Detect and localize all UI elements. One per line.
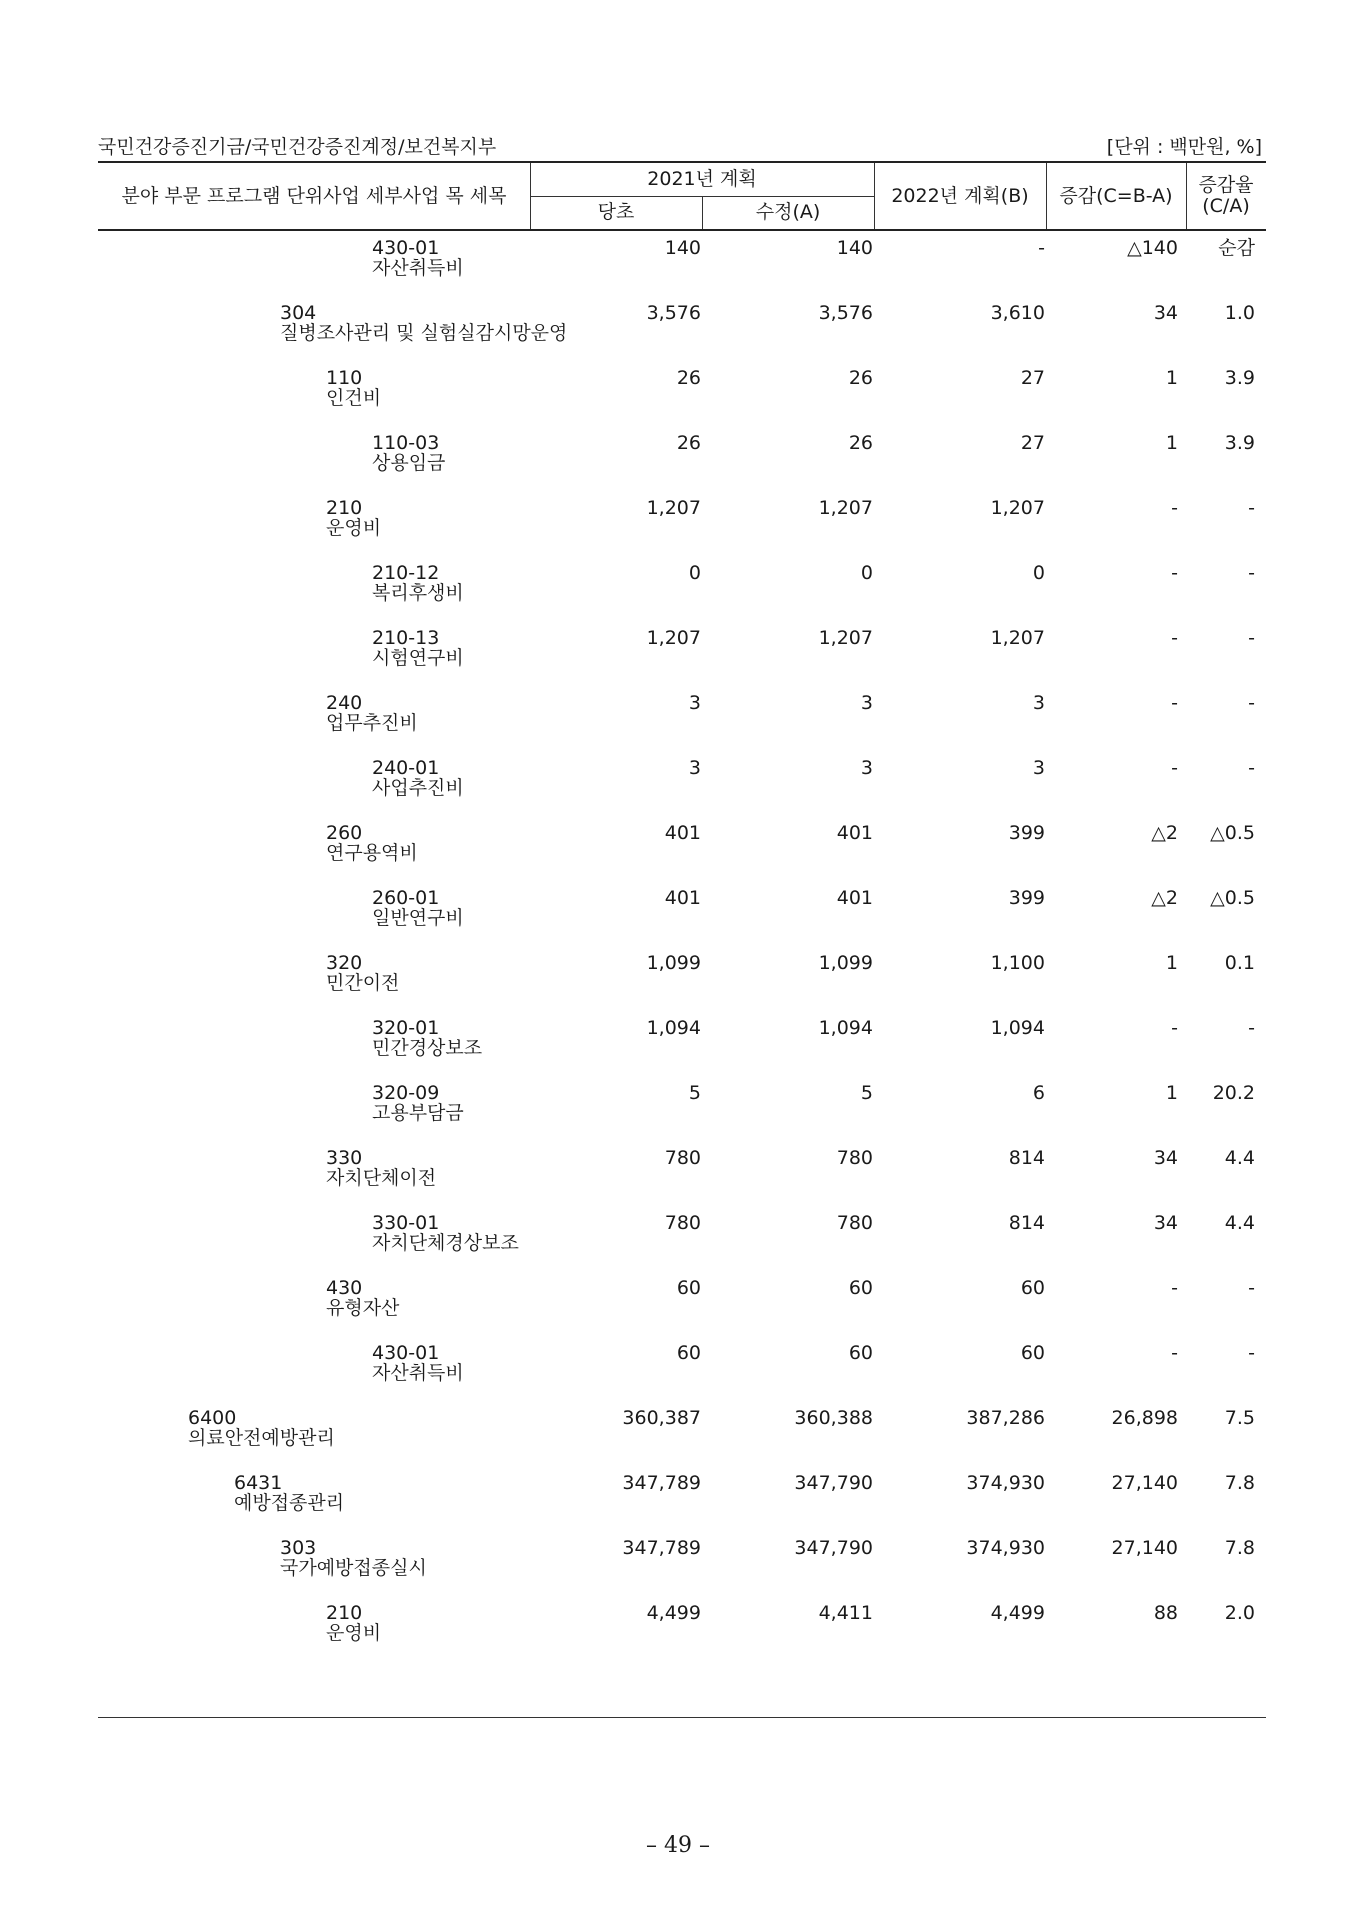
cell-plan-2022: 399 bbox=[1008, 887, 1045, 909]
table-header bbox=[98, 161, 1266, 231]
cell-initial: 347,789 bbox=[622, 1537, 701, 1559]
cell-revised: 780 bbox=[836, 1212, 873, 1234]
row-code: 240-01 bbox=[372, 757, 440, 779]
table-row bbox=[98, 1463, 1266, 1523]
cell-rate: 7.8 bbox=[1224, 1472, 1255, 1494]
row-code: 430-01 bbox=[372, 237, 440, 259]
cell-rate: 3.9 bbox=[1224, 432, 1255, 454]
cell-initial: 780 bbox=[664, 1212, 701, 1234]
cell-change: - bbox=[1171, 1017, 1178, 1039]
row-code: 110 bbox=[326, 367, 363, 389]
cell-rate: 20.2 bbox=[1212, 1082, 1255, 1104]
cell-rate: △0.5 bbox=[1210, 822, 1255, 844]
row-name: 자산취득비 bbox=[372, 257, 464, 279]
cell-revised: 347,790 bbox=[794, 1472, 873, 1494]
row-code: 210-12 bbox=[372, 562, 440, 584]
table-row bbox=[98, 228, 1266, 288]
cell-plan-2022: 1,207 bbox=[990, 627, 1045, 649]
cell-revised: 347,790 bbox=[794, 1537, 873, 1559]
cell-change: 34 bbox=[1153, 302, 1178, 324]
table-row bbox=[98, 1398, 1266, 1458]
cell-change: - bbox=[1171, 627, 1178, 649]
cell-rate: 순감 bbox=[1218, 237, 1255, 259]
cell-plan-2022: 1,094 bbox=[990, 1017, 1045, 1039]
row-code: 260 bbox=[326, 822, 363, 844]
cell-rate: 1.0 bbox=[1224, 302, 1255, 324]
cell-change: - bbox=[1171, 562, 1178, 584]
cell-revised: 140 bbox=[836, 237, 873, 259]
cell-plan-2022: 3 bbox=[1032, 692, 1045, 714]
row-code: 260-01 bbox=[372, 887, 440, 909]
cell-plan-2022: 6 bbox=[1032, 1082, 1045, 1104]
cell-plan-2022: 814 bbox=[1008, 1147, 1045, 1169]
cell-initial: 401 bbox=[664, 887, 701, 909]
cell-initial: 60 bbox=[676, 1277, 701, 1299]
row-name: 일반연구비 bbox=[372, 907, 464, 929]
cell-revised: 5 bbox=[860, 1082, 873, 1104]
header-initial: 당초 bbox=[597, 201, 635, 224]
row-name: 질병조사관리 및 실험실감시망운영 bbox=[280, 322, 568, 344]
cell-initial: 401 bbox=[664, 822, 701, 844]
header-rate bbox=[1186, 163, 1266, 229]
row-name: 자치단체이전 bbox=[326, 1167, 437, 1189]
cell-revised: 1,094 bbox=[818, 1017, 873, 1039]
row-name: 시험연구비 bbox=[372, 647, 464, 669]
header-revised: 수정(A) bbox=[755, 201, 821, 224]
cell-initial: 26 bbox=[676, 367, 701, 389]
table-row bbox=[98, 423, 1266, 483]
cell-change: 27,140 bbox=[1111, 1537, 1178, 1559]
cell-revised: 1,207 bbox=[818, 627, 873, 649]
cell-revised: 401 bbox=[836, 822, 873, 844]
table-row bbox=[98, 1333, 1266, 1393]
row-code: 240 bbox=[326, 692, 363, 714]
cell-initial: 60 bbox=[676, 1342, 701, 1364]
cell-change: 1 bbox=[1165, 1082, 1178, 1104]
table-row bbox=[98, 683, 1266, 743]
row-code: 320-09 bbox=[372, 1082, 440, 1104]
cell-change: - bbox=[1171, 692, 1178, 714]
cell-plan-2022: 0 bbox=[1032, 562, 1045, 584]
cell-revised: 60 bbox=[848, 1277, 873, 1299]
cell-change: 34 bbox=[1153, 1212, 1178, 1234]
page-number: – 49 – bbox=[646, 1833, 710, 1858]
cell-change: △140 bbox=[1127, 237, 1178, 259]
cell-plan-2022: 60 bbox=[1020, 1277, 1045, 1299]
table-row bbox=[98, 1138, 1266, 1198]
table-row bbox=[98, 1528, 1266, 1588]
cell-plan-2022: 3,610 bbox=[990, 302, 1045, 324]
cell-initial: 3 bbox=[688, 692, 701, 714]
header-category: 분야 부문 프로그램 단위사업 세부사업 목 세목 bbox=[121, 184, 507, 207]
cell-change: 1 bbox=[1165, 367, 1178, 389]
cell-initial: 1,099 bbox=[646, 952, 701, 974]
row-code: 330-01 bbox=[372, 1212, 440, 1234]
table-row bbox=[98, 293, 1266, 353]
cell-rate: - bbox=[1248, 1277, 1255, 1299]
cell-initial: 1,207 bbox=[646, 627, 701, 649]
cell-revised: 3 bbox=[860, 757, 873, 779]
page-header bbox=[98, 130, 1266, 160]
cell-change: - bbox=[1171, 1342, 1178, 1364]
cell-initial: 780 bbox=[664, 1147, 701, 1169]
cell-initial: 3 bbox=[688, 757, 701, 779]
cell-initial: 140 bbox=[664, 237, 701, 259]
row-name: 의료안전예방관리 bbox=[188, 1427, 335, 1449]
cell-rate: - bbox=[1248, 562, 1255, 584]
row-code: 6400 bbox=[188, 1407, 237, 1429]
cell-revised: 401 bbox=[836, 887, 873, 909]
row-code: 6431 bbox=[234, 1472, 283, 1494]
cell-plan-2022: 3 bbox=[1032, 757, 1045, 779]
table-row bbox=[98, 488, 1266, 548]
cell-revised: 4,411 bbox=[818, 1602, 873, 1624]
table-row bbox=[98, 358, 1266, 418]
cell-rate: - bbox=[1248, 1342, 1255, 1364]
header-rate-line1: 증감율 bbox=[1198, 174, 1254, 197]
row-name: 예방접종관리 bbox=[234, 1492, 345, 1514]
cell-initial: 4,499 bbox=[646, 1602, 701, 1624]
row-code: 210 bbox=[326, 1602, 363, 1624]
row-code: 303 bbox=[280, 1537, 317, 1559]
document-title: 국민건강증진기금/국민건강증진계정/보건복지부 bbox=[98, 136, 497, 158]
header-rate-line2: (C/A) bbox=[1202, 195, 1250, 217]
row-code: 304 bbox=[280, 302, 317, 324]
header-change: 증감(C=B-A) bbox=[1059, 184, 1173, 207]
row-name: 운영비 bbox=[326, 1622, 382, 1644]
row-name: 복리후생비 bbox=[372, 582, 464, 604]
cell-plan-2022: - bbox=[1038, 237, 1045, 259]
header-plan-2021: 2021년 계획 bbox=[647, 168, 757, 191]
table-row bbox=[98, 1008, 1266, 1068]
cell-rate: 3.9 bbox=[1224, 367, 1255, 389]
row-code: 430 bbox=[326, 1277, 363, 1299]
cell-rate: 7.5 bbox=[1224, 1407, 1255, 1429]
cell-plan-2022: 4,499 bbox=[990, 1602, 1045, 1624]
cell-plan-2022: 374,930 bbox=[966, 1537, 1045, 1559]
cell-initial: 0 bbox=[688, 562, 701, 584]
header-plan-2022: 2022년 계획(B) bbox=[891, 184, 1029, 207]
table-row bbox=[98, 618, 1266, 678]
cell-change: 88 bbox=[1153, 1602, 1178, 1624]
table-row bbox=[98, 943, 1266, 1003]
row-code: 320-01 bbox=[372, 1017, 440, 1039]
cell-rate: △0.5 bbox=[1210, 887, 1255, 909]
cell-revised: 26 bbox=[848, 432, 873, 454]
cell-plan-2022: 27 bbox=[1020, 432, 1045, 454]
row-name: 민간경상보조 bbox=[372, 1037, 483, 1059]
table-row bbox=[98, 1203, 1266, 1263]
cell-revised: 0 bbox=[860, 562, 873, 584]
row-code: 430-01 bbox=[372, 1342, 440, 1364]
row-code: 110-03 bbox=[372, 432, 440, 454]
row-name: 자산취득비 bbox=[372, 1362, 464, 1384]
row-code: 210-13 bbox=[372, 627, 440, 649]
cell-initial: 360,387 bbox=[622, 1407, 701, 1429]
row-name: 민간이전 bbox=[326, 972, 400, 994]
cell-rate: - bbox=[1248, 1017, 1255, 1039]
cell-initial: 5 bbox=[688, 1082, 701, 1104]
cell-rate: - bbox=[1248, 757, 1255, 779]
table-row bbox=[98, 1073, 1266, 1133]
cell-revised: 1,207 bbox=[818, 497, 873, 519]
cell-revised: 1,099 bbox=[818, 952, 873, 974]
cell-revised: 3,576 bbox=[818, 302, 873, 324]
cell-plan-2022: 60 bbox=[1020, 1342, 1045, 1364]
cell-change: 1 bbox=[1165, 952, 1178, 974]
row-name: 인건비 bbox=[326, 387, 382, 409]
cell-rate: - bbox=[1248, 627, 1255, 649]
table-row bbox=[98, 748, 1266, 808]
row-name: 자치단체경상보조 bbox=[372, 1232, 519, 1254]
table-row bbox=[98, 553, 1266, 613]
unit-label: [단위 : 백만원, %] bbox=[1106, 136, 1262, 158]
cell-initial: 347,789 bbox=[622, 1472, 701, 1494]
cell-change: △2 bbox=[1151, 887, 1178, 909]
cell-plan-2022: 814 bbox=[1008, 1212, 1045, 1234]
row-name: 사업추진비 bbox=[372, 777, 464, 799]
table-row bbox=[98, 878, 1266, 938]
row-code: 330 bbox=[326, 1147, 363, 1169]
cell-change: 26,898 bbox=[1111, 1407, 1178, 1429]
cell-initial: 3,576 bbox=[646, 302, 701, 324]
cell-change: - bbox=[1171, 497, 1178, 519]
cell-revised: 3 bbox=[860, 692, 873, 714]
cell-rate: 2.0 bbox=[1224, 1602, 1255, 1624]
cell-revised: 60 bbox=[848, 1342, 873, 1364]
row-name: 연구용역비 bbox=[326, 842, 418, 864]
row-name: 업무추진비 bbox=[326, 712, 418, 734]
cell-rate: 4.4 bbox=[1224, 1212, 1255, 1234]
cell-change: 34 bbox=[1153, 1147, 1178, 1169]
cell-rate: 0.1 bbox=[1224, 952, 1255, 974]
cell-change: 27,140 bbox=[1111, 1472, 1178, 1494]
cell-plan-2022: 387,286 bbox=[966, 1407, 1045, 1429]
cell-revised: 26 bbox=[848, 367, 873, 389]
cell-plan-2022: 374,930 bbox=[966, 1472, 1045, 1494]
cell-revised: 360,388 bbox=[794, 1407, 873, 1429]
cell-change: 1 bbox=[1165, 432, 1178, 454]
cell-initial: 1,094 bbox=[646, 1017, 701, 1039]
cell-rate: 7.8 bbox=[1224, 1537, 1255, 1559]
cell-change: △2 bbox=[1151, 822, 1178, 844]
table-row bbox=[98, 1593, 1266, 1653]
bottom-rule bbox=[98, 1717, 1266, 1718]
row-name: 상용임금 bbox=[372, 452, 446, 474]
row-code: 210 bbox=[326, 497, 363, 519]
cell-rate: - bbox=[1248, 497, 1255, 519]
cell-initial: 26 bbox=[676, 432, 701, 454]
row-name: 국가예방접종실시 bbox=[280, 1557, 427, 1579]
cell-change: - bbox=[1171, 757, 1178, 779]
cell-initial: 1,207 bbox=[646, 497, 701, 519]
cell-change: - bbox=[1171, 1277, 1178, 1299]
cell-rate: 4.4 bbox=[1224, 1147, 1255, 1169]
row-name: 운영비 bbox=[326, 517, 382, 539]
cell-plan-2022: 399 bbox=[1008, 822, 1045, 844]
cell-plan-2022: 1,100 bbox=[990, 952, 1045, 974]
cell-plan-2022: 1,207 bbox=[990, 497, 1045, 519]
row-name: 고용부담금 bbox=[372, 1102, 464, 1124]
cell-plan-2022: 27 bbox=[1020, 367, 1045, 389]
row-name: 유형자산 bbox=[326, 1297, 400, 1319]
table-row bbox=[98, 813, 1266, 873]
cell-revised: 780 bbox=[836, 1147, 873, 1169]
table-row bbox=[98, 1268, 1266, 1328]
cell-rate: - bbox=[1248, 692, 1255, 714]
row-code: 320 bbox=[326, 952, 363, 974]
